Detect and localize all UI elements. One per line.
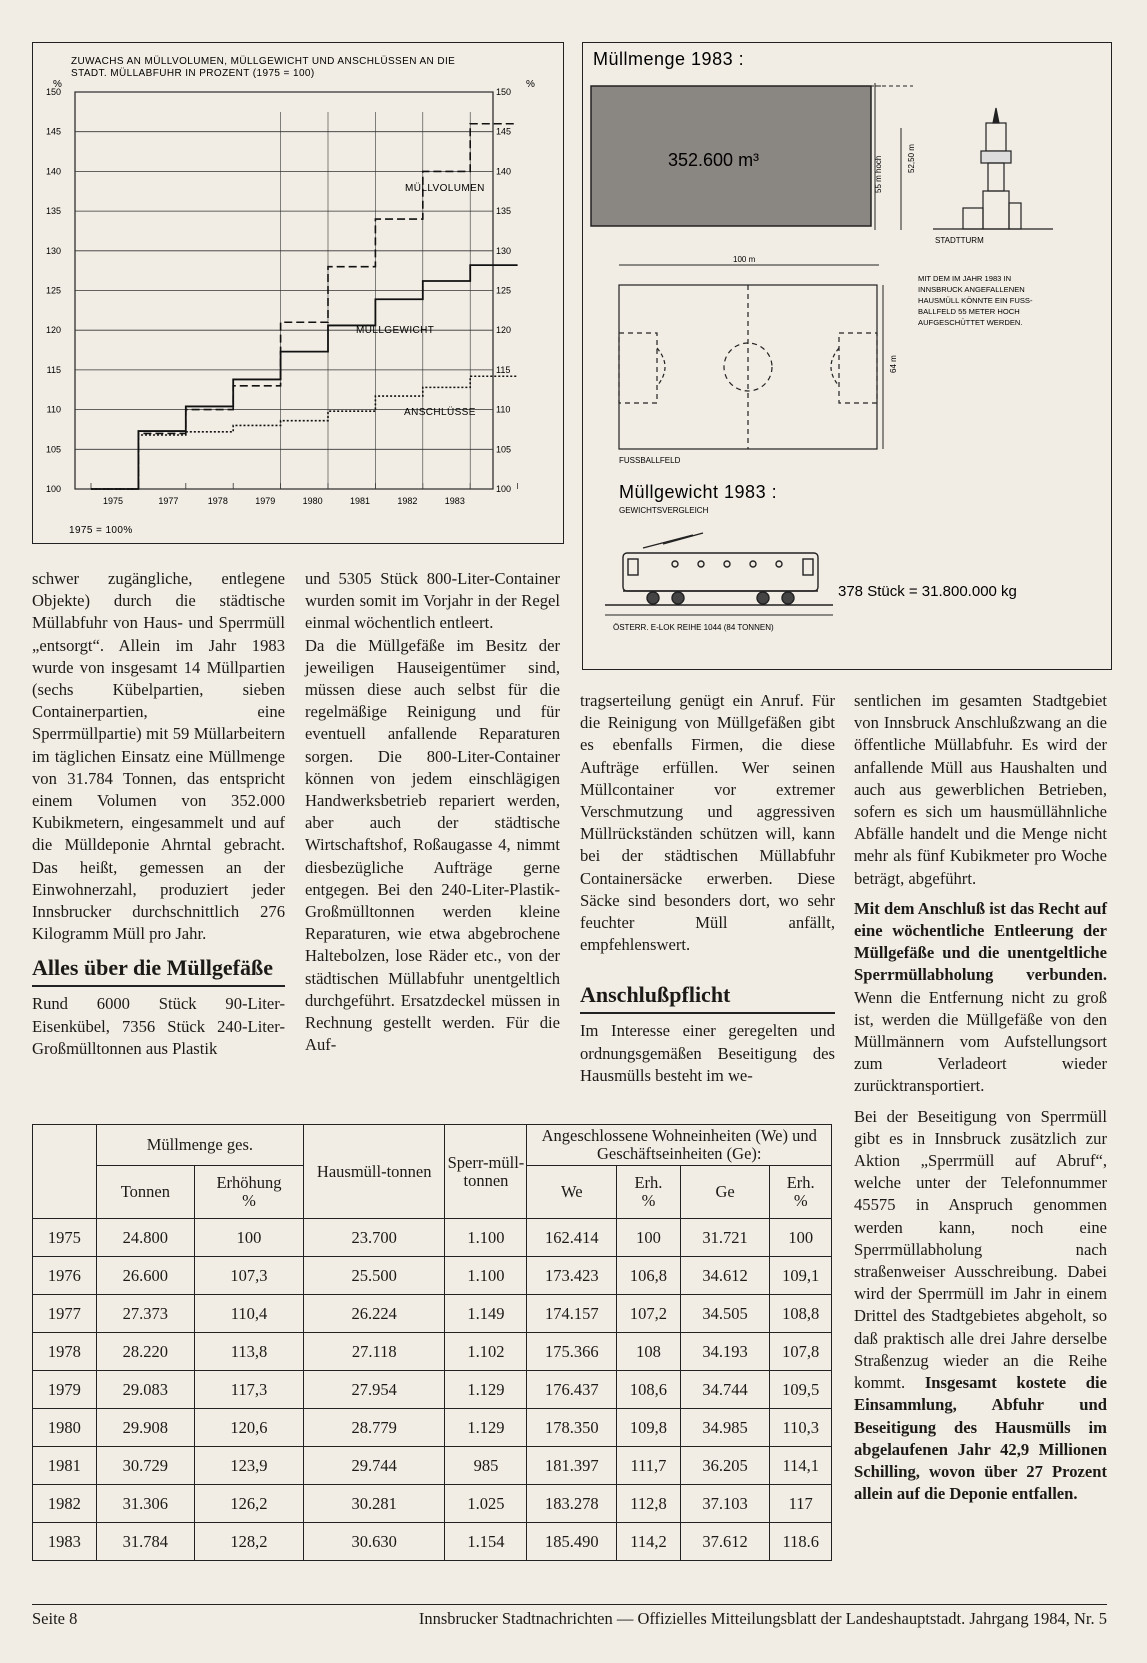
table-cell: 1978 [33, 1333, 97, 1371]
chart-title-line1: ZUWACHS AN MÜLLVOLUMEN, MÜLLGEWICHT UND ANSCHLÜSSEN AN DIE [71, 56, 456, 67]
col4c-paragraph [854, 1106, 1107, 1506]
y-tick-label-right: 145 [496, 126, 512, 137]
y-tick-label-left: 140 [45, 166, 61, 177]
field-label: FUSSBALLFELD [619, 456, 681, 465]
table-cell: 27.118 [304, 1333, 445, 1371]
table-cell: 112,8 [617, 1485, 681, 1523]
table-cell: 1.102 [445, 1333, 527, 1371]
volume-value: 352.600 m³ [668, 150, 760, 170]
table-cell: 185.490 [527, 1523, 617, 1561]
table-row [33, 1219, 832, 1257]
table-cell: 1976 [33, 1257, 97, 1295]
table-cell: 30.281 [304, 1485, 445, 1523]
table-cell: 126,2 [194, 1485, 303, 1523]
table-cell: 120,6 [194, 1409, 303, 1447]
y-tick-label-right: 100 [496, 484, 512, 494]
col1b-text: Rund 6000 Stück 90-Liter-Eisenkübel, 7356 Stück 240-Liter-Großmülltonnen aus Plastik [32, 994, 285, 1058]
table-cell: 23.700 [304, 1219, 445, 1257]
table-cell: 1980 [33, 1409, 97, 1447]
table-cell: 109,8 [617, 1409, 681, 1447]
table-cell: 114,2 [617, 1523, 681, 1561]
heading-muellgefaesse: Alles über die Müllgefäße [32, 955, 285, 987]
table-row [33, 1485, 832, 1523]
table-cell: 174.157 [527, 1295, 617, 1333]
y-tick-label-left: 145 [45, 126, 61, 137]
x-tick-label: 1980 [302, 496, 323, 506]
x-tick-label: 1981 [350, 496, 371, 506]
table-cell: 117,3 [194, 1371, 303, 1409]
table-cell: 34.193 [680, 1333, 770, 1371]
axis-unit-right: % [526, 79, 536, 90]
table-cell: 107,2 [617, 1295, 681, 1333]
series-line-müllgewicht [91, 265, 518, 489]
axis-unit-left: % [53, 79, 63, 90]
table-cell: 108,8 [770, 1295, 832, 1333]
table-cell: 1983 [33, 1523, 97, 1561]
table-cell: 28.220 [96, 1333, 194, 1371]
col3-text: tragserteilung genügt ein Anruf. Für die Reinigung von Müllgefäßen gibt es ebenfalls Firmen, die diese Aufträge erfüllen. Wer seinen Müllcontainer vor extremer Verschmutzung und aggressiven Müllrückständen schützen will, kann bei der städtischen Müllabfuhr Containersäcke erwerben. Diese Säcke sind besonders dort, wo sehr feuchter Müll anfällt, empfehlenswert. [580, 691, 835, 955]
table-cell: 1981 [33, 1447, 97, 1485]
table-row [33, 1447, 832, 1485]
table-header-we: We [527, 1166, 617, 1219]
table-row [33, 1295, 832, 1333]
x-tick-label: 1978 [207, 496, 228, 506]
y-tick-label-left: 105 [45, 444, 61, 455]
table-header-year [33, 1125, 97, 1219]
table-cell: 29.908 [96, 1409, 194, 1447]
page-footer [32, 1604, 1107, 1629]
table-header-ge-erh: Erh. % [770, 1166, 832, 1219]
col2b-text: Da die Müllgefäße im Besitz der jeweiligen Hauseigentümer sind, müssen diese auch selbst für die regelmäßige Reinigung und für eventuell anfallende Reparaturen sorgen. Die 800-Liter-Container können von jedem einschlägigen Handwerksbetrieb repariert werden, aber auch der städtische Wirtschaftshof, Roßaugasse 4, nimmt diesbezügliche Aufträge gerne entgegen. Bei den 240-Liter-Plastik-Großmülltonnen werden kleine Reparaturen, wie etwa abgebrochene Haltebolzen, lose Räder etc., von der städtischen Müllabfuhr unentgeltlich durchgeführt. Ersatzdeckel müssen in Rechnung gestellt werden. Für die Auf- [305, 635, 560, 1055]
table-cell: 1.025 [445, 1485, 527, 1523]
table-cell: 34.744 [680, 1371, 770, 1409]
y-tick-label-right: 110 [496, 404, 511, 415]
table-cell: 24.800 [96, 1219, 194, 1257]
table-cell: 108 [617, 1333, 681, 1371]
table-row [33, 1257, 832, 1295]
table-header-muellmenge: Müllmenge ges. [96, 1125, 303, 1166]
col4a-text: sentlichen im gesamten Stadtgebiet von Innsbruck Anschlußzwang an die öffentliche Müllabfuhr. Es wird der anfallende Müll aus Haushalten und auch aus gewerblichen Betrieben, sofern es sich um hausmüllähnliche Abfälle handelt und die Menge nicht mehr als fünf Kubikmeter pro Woche beträgt, abgeführt. [854, 691, 1107, 888]
table-header-hausmuell: Hausmüll-tonnen [304, 1125, 445, 1219]
col2-text: und 5305 Stück 800-Liter-Container wurden somit im Vorjahr in der Regel einmal wöchentlich entleert. [305, 569, 560, 633]
table-cell: 26.600 [96, 1257, 194, 1295]
table-cell: 175.366 [527, 1333, 617, 1371]
table-cell: 100 [194, 1219, 303, 1257]
field-width-label: 100 m [733, 255, 756, 264]
table-cell: 100 [770, 1219, 832, 1257]
table-cell: 1.100 [445, 1257, 527, 1295]
table-header-sperrmuell: Sperr-müll-tonnen [445, 1125, 527, 1219]
y-tick-label-left: 130 [45, 245, 61, 256]
y-tick-label-left: 120 [45, 325, 61, 336]
table-cell: 27.954 [304, 1371, 445, 1409]
table-cell: 110,3 [770, 1409, 832, 1447]
table-cell: 106,8 [617, 1257, 681, 1295]
table-header-angeschlossen: Angeschlossene Wohneinheiten (We) und Geschäftseinheiten (Ge): [527, 1125, 832, 1166]
table-cell: 1.129 [445, 1371, 527, 1409]
col4b-paragraph [854, 898, 1107, 1098]
weight-subtitle: GEWICHTSVERGLEICH [619, 506, 709, 515]
table-cell: 111,7 [617, 1447, 681, 1485]
table-cell: 1977 [33, 1295, 97, 1333]
series-label-weight: MÜLLGEWICHT [356, 325, 435, 336]
col4c-text: Bei der Beseitigung von Sperrmüll gibt es in Innsbruck zusätzlich zur Aktion „Sperrmüll auf Abruf“, welche unter der Telefonnummer 45575 in Anspruch genommen werden kann, noch eine Sperrmüllabholung nach straßenweiser Ausschreibung. Dabei wird der Sperrmüll im Jahr in einem Drittel des Stadtgebietes abgeholt, so daß praktisch alle drei Jahre derselbe Straßenzug wieder an die Reihe kommt. [854, 1106, 1107, 1393]
y-tick-label-right: 125 [496, 285, 512, 296]
table-header-erhoehung: Erhöhung % [194, 1166, 303, 1219]
table-cell: 29.083 [96, 1371, 194, 1409]
col1-text: schwer zugängliche, entlegene Objekte) durch die städtische Müllabfuhr von Haus- und Sperrmüll „entsorgt“. Allein im Jahr 1983 wurde von insgesamt 14 Müllpartien (sechs Kübelpartien, sieben Containerpartien, eine Sperrmüllpartie) mit 59 Müllarbeitern im täglichen Einsatz eine Müllmenge von 31.784 Tonnen, das entspricht einem Volumen von 352.000 Kubikmetern, eingesammelt und auf die Mülldeponie Ahrntal gebracht. Das heißt, gemessen an der Einwohnerzahl, produziert jeder Innsbrucker durchschnittlich 276 Kilogramm Müll pro Jahr. [32, 569, 285, 944]
y-tick-label-right: 135 [496, 206, 512, 217]
x-tick-label: 1979 [255, 496, 276, 506]
table-cell: 1.149 [445, 1295, 527, 1333]
table-cell: 107,3 [194, 1257, 303, 1295]
y-tick-label-right: 105 [496, 444, 512, 455]
table-cell: 25.500 [304, 1257, 445, 1295]
table-cell: 117 [770, 1485, 832, 1523]
col4c-bold: Insgesamt kostete die Einsammlung, Abfuhr und Beseitigung des Hausmülls im abgelaufenen Jahr 42,9 Millionen Schilling, wovon über 27 Prozent allein auf die Deponie entfallen. [854, 1373, 1107, 1504]
football-field-icon [619, 285, 877, 449]
y-tick-label-right: 140 [496, 166, 512, 177]
table-cell: 128,2 [194, 1523, 303, 1561]
table-cell: 1.129 [445, 1409, 527, 1447]
table-cell: 181.397 [527, 1447, 617, 1485]
table-cell: 30.729 [96, 1447, 194, 1485]
col4b-rest: Wenn die Entfernung nicht zu groß ist, werden die Müllgefäße von den Müllmännern vom Aufstellungsort zum Verladeort wieder zurücktransportiert. [854, 987, 1107, 1096]
tower-height2-label: 52,50 m [907, 144, 916, 173]
table-cell: 1975 [33, 1219, 97, 1257]
series-label-volume: MÜLLVOLUMEN [405, 183, 485, 194]
table-cell: 34.505 [680, 1295, 770, 1333]
table-cell: 1979 [33, 1371, 97, 1409]
y-tick-label-left: 150 [45, 87, 61, 97]
table-cell: 100 [617, 1219, 681, 1257]
table-cell: 178.350 [527, 1409, 617, 1447]
loco-label: ÖSTERR. E-LOK REIHE 1044 (84 TONNEN) [613, 623, 774, 632]
table-row [33, 1371, 832, 1409]
statistics-table [32, 1124, 832, 1561]
chart-title-line2: STADT. MÜLLABFUHR IN PROZENT (1975 = 100) [71, 68, 315, 79]
series-label-connections: ANSCHLÜSSE [404, 407, 476, 418]
table-cell: 162.414 [527, 1219, 617, 1257]
table-row [33, 1333, 832, 1371]
table-cell: 108,6 [617, 1371, 681, 1409]
col3b-text: Im Interesse einer geregelten und ordnungsgemäßen Beseitigung des Hausmülls besteht im we- [580, 1021, 835, 1085]
y-tick-label-left: 100 [45, 484, 61, 494]
y-tick-label-right: 150 [496, 87, 512, 97]
locomotive-icon [605, 533, 833, 605]
table-cell: 30.630 [304, 1523, 445, 1561]
table-cell: 107,8 [770, 1333, 832, 1371]
weight-equation: 378 Stück = 31.800.000 kg [838, 583, 1017, 600]
table-cell: 31.306 [96, 1485, 194, 1523]
table-cell: 29.744 [304, 1447, 445, 1485]
table-cell: 37.612 [680, 1523, 770, 1561]
table-cell: 176.437 [527, 1371, 617, 1409]
table-cell: 28.779 [304, 1409, 445, 1447]
table-cell: 118.6 [770, 1523, 832, 1561]
series-line-anschlüsse [91, 376, 518, 489]
table-cell: 1.154 [445, 1523, 527, 1561]
y-tick-label-left: 115 [46, 364, 61, 375]
tower-label: STADTTURM [935, 236, 984, 245]
table-cell: 123,9 [194, 1447, 303, 1485]
y-tick-label-left: 125 [45, 285, 61, 296]
table-cell: 26.224 [304, 1295, 445, 1333]
comparison-graphic [582, 42, 1112, 670]
table-cell: 985 [445, 1447, 527, 1485]
table-row [33, 1523, 832, 1561]
weight-title: Müllgewicht 1983 : [619, 482, 778, 502]
x-tick-label: 1977 [158, 496, 179, 506]
column-1 [32, 568, 285, 1060]
x-tick-label: 1983 [444, 496, 465, 506]
chart-base-note: 1975 = 100% [69, 525, 133, 536]
col4b-bold: Mit dem Anschluß ist das Recht auf eine wöchentliche Entleerung der Müllgefäße und die unentgeltliche Sperrmüllabholung verbunden. [854, 898, 1107, 985]
table-header-ge: Ge [680, 1166, 770, 1219]
table-header-tonnen: Tonnen [96, 1166, 194, 1219]
table-cell: 110,4 [194, 1295, 303, 1333]
table-cell: 173.423 [527, 1257, 617, 1295]
y-tick-label-right: 130 [496, 245, 512, 256]
table-cell: 113,8 [194, 1333, 303, 1371]
tower-height-label: 55 m hoch [874, 155, 883, 193]
y-tick-label-right: 115 [496, 364, 511, 375]
y-tick-label-left: 110 [46, 404, 61, 415]
table-cell: 114,1 [770, 1447, 832, 1485]
table-header-we-erh: Erh. % [617, 1166, 681, 1219]
city-tower-icon [933, 108, 1053, 229]
table-cell: 183.278 [527, 1485, 617, 1523]
field-note: MIT DEM IM JAHR 1983 IN INNSBRUCK ANGEFALLENEN HAUSMÜLL KÖNNTE EIN FUSS- BALLFELD 55 METER HOCH AUFGESCHÜTTET WERDEN. [918, 274, 1033, 327]
page-number: Seite 8 [32, 1609, 78, 1628]
table-cell: 36.205 [680, 1447, 770, 1485]
table-cell: 1.100 [445, 1219, 527, 1257]
field-height-label: 64 m [889, 355, 898, 373]
x-tick-label: 1982 [397, 496, 418, 506]
column-3 [580, 690, 835, 1087]
table-cell: 1982 [33, 1485, 97, 1523]
table-cell: 31.784 [96, 1523, 194, 1561]
table-cell: 37.103 [680, 1485, 770, 1523]
table-cell: 109,5 [770, 1371, 832, 1409]
volume-title: Müllmenge 1983 : [593, 49, 745, 69]
x-tick-label: 1975 [103, 496, 124, 506]
publication-line: Innsbrucker Stadtnachrichten — Offizielles Mitteilungsblatt der Landeshauptstadt. Jahrgang 1984, Nr. 5 [418, 1609, 1107, 1628]
growth-chart-svg [33, 43, 562, 542]
y-tick-label-right: 120 [496, 325, 512, 336]
table-cell: 109,1 [770, 1257, 832, 1295]
heading-anschlusspflicht: Anschlußpflicht [580, 982, 835, 1014]
column-4 [854, 690, 1107, 1505]
table-cell: 31.721 [680, 1219, 770, 1257]
growth-chart [32, 42, 564, 544]
column-2 [305, 568, 560, 1056]
y-tick-label-left: 135 [45, 206, 61, 217]
table-cell: 34.612 [680, 1257, 770, 1295]
table-cell: 27.373 [96, 1295, 194, 1333]
table-cell: 34.985 [680, 1409, 770, 1447]
table-row [33, 1409, 832, 1447]
